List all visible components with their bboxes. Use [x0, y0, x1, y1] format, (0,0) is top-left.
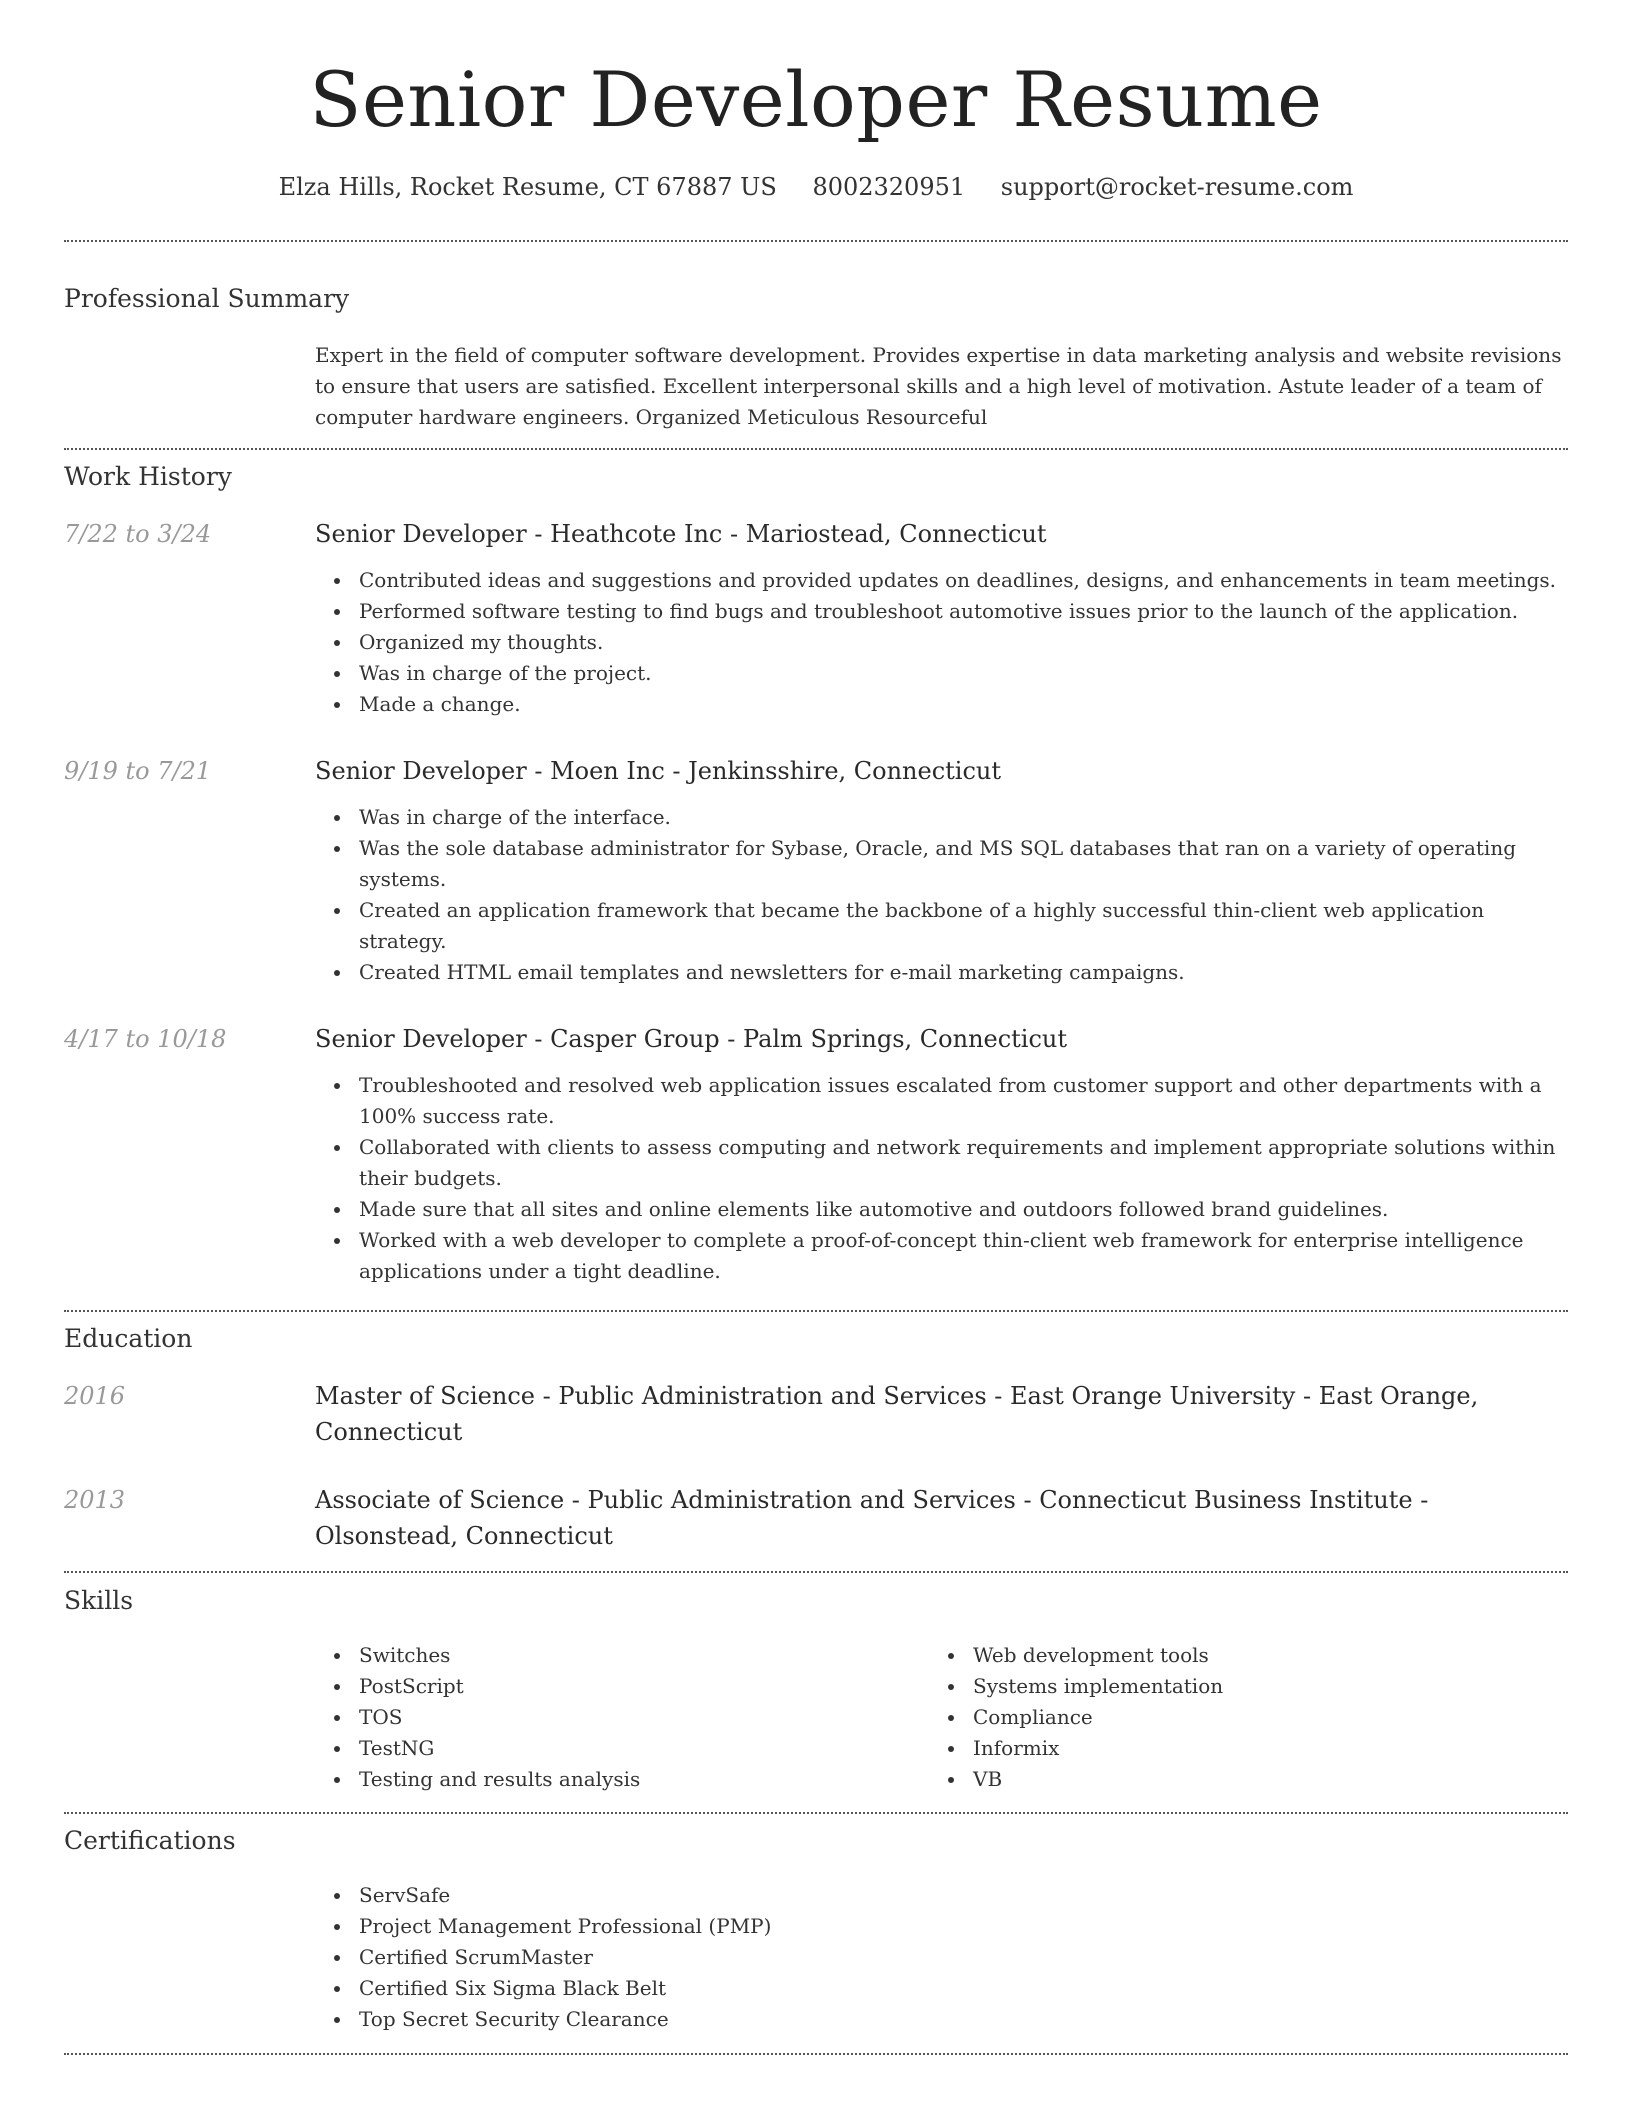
- list-item: Created HTML email templates and newsletters for e-mail marketing campaigns.: [359, 957, 1567, 988]
- job-title: Senior Developer - Moen Inc - Jenkinsshire, Connecticut: [315, 757, 1002, 785]
- education-entry: [315, 1482, 1567, 1554]
- list-item: Was in charge of the project.: [359, 658, 1567, 689]
- job-dates: 4/17 to 10/18: [64, 1025, 227, 1053]
- skills-right-column: [929, 1640, 1529, 1795]
- contact-line: [0, 170, 1632, 204]
- list-item: Made sure that all sites and online elements like automotive and outdoors followed brand guidelines.: [359, 1194, 1567, 1225]
- summary-text: Expert in the field of computer software development. Provides expertise in data marketing analysis and website revisions to ensure that users are satisfied. Excellent interpersonal skills and a high level of motivation. Astute leader of a team of computer hardware engineers. Organized Meticulous Resourceful: [315, 343, 1562, 429]
- contact-phone: 8002320951: [812, 173, 966, 201]
- list-item: Was the sole database administrator for Sybase, Oracle, and MS SQL databases that ran on a variety of operating systems.: [359, 833, 1567, 895]
- section-divider: [64, 240, 1568, 242]
- job-bullets: [315, 1070, 1567, 1287]
- job-bullets: [315, 802, 1567, 988]
- list-item: Worked with a web developer to complete a proof-of-concept thin-client web framework for enterprise intelligence applications under a tight deadline.: [359, 1225, 1567, 1287]
- list-item: Performed software testing to find bugs and troubleshoot automotive issues prior to the launch of the application.: [359, 596, 1567, 627]
- list-item: Made a change.: [359, 689, 1567, 720]
- list-item: Systems implementation: [973, 1671, 1529, 1702]
- list-item: TOS: [359, 1702, 915, 1733]
- section-divider: [64, 2053, 1568, 2055]
- summary-heading: Professional Summary: [64, 284, 350, 313]
- list-item: Testing and results analysis: [359, 1764, 915, 1795]
- contact-email: support@rocket-resume.com: [1000, 173, 1354, 201]
- list-item: Organized my thoughts.: [359, 627, 1567, 658]
- section-divider: [64, 1310, 1568, 1312]
- section-divider: [64, 1571, 1568, 1573]
- job-dates: 9/19 to 7/21: [64, 757, 212, 785]
- list-item: Compliance: [973, 1702, 1529, 1733]
- job-title: Senior Developer - Heathcote Inc - Mariostead, Connecticut: [315, 520, 1047, 548]
- list-item: Was in charge of the interface.: [359, 802, 1567, 833]
- skills-list: [315, 1640, 915, 1795]
- job-title: Senior Developer - Casper Group - Palm Springs, Connecticut: [315, 1025, 1068, 1053]
- list-item: TestNG: [359, 1733, 915, 1764]
- job-entry: [315, 754, 1567, 988]
- certifications-heading: Certifications: [64, 1826, 236, 1855]
- list-item: Top Secret Security Clearance: [359, 2004, 1567, 2035]
- skills-list: [929, 1640, 1529, 1795]
- list-item: Informix: [973, 1733, 1529, 1764]
- job-bullets: [315, 565, 1567, 720]
- list-item: Web development tools: [973, 1640, 1529, 1671]
- resume-title: Senior Developer Resume: [309, 55, 1323, 144]
- skills-heading: Skills: [64, 1586, 134, 1615]
- job-entry: [315, 1022, 1567, 1287]
- list-item: Contributed ideas and suggestions and provided updates on deadlines, designs, and enhancements in team meetings.: [359, 565, 1567, 596]
- list-item: VB: [973, 1764, 1529, 1795]
- job-entry: [315, 517, 1567, 720]
- list-item: Certified ScrumMaster: [359, 1942, 1567, 1973]
- education-year: 2013: [64, 1486, 126, 1514]
- education-heading: Education: [64, 1324, 193, 1353]
- degree-text: Master of Science - Public Administration and Services - East Orange University - East Orange, Connecticut: [315, 1382, 1479, 1446]
- section-divider: [64, 448, 1568, 450]
- job-dates: 7/22 to 3/24: [64, 520, 212, 548]
- contact-address: Elza Hills, Rocket Resume, CT 67887 US: [278, 173, 777, 201]
- list-item: PostScript: [359, 1671, 915, 1702]
- list-item: Collaborated with clients to assess computing and network requirements and implement appropriate solutions within their budgets.: [359, 1132, 1567, 1194]
- section-divider: [64, 1812, 1568, 1814]
- work-history-heading: Work History: [64, 462, 232, 491]
- list-item: Certified Six Sigma Black Belt: [359, 1973, 1567, 2004]
- degree-text: Associate of Science - Public Administration and Services - Connecticut Business Institute - Olsonstead, Connecticut: [315, 1486, 1429, 1550]
- certifications-block: [315, 1880, 1567, 2035]
- list-item: Switches: [359, 1640, 915, 1671]
- list-item: ServSafe: [359, 1880, 1567, 1911]
- summary-block: [315, 340, 1567, 433]
- education-entry: [315, 1378, 1567, 1450]
- education-year: 2016: [64, 1382, 126, 1410]
- list-item: Project Management Professional (PMP): [359, 1911, 1567, 1942]
- list-item: Created an application framework that became the backbone of a highly successful thin-client web application strategy.: [359, 895, 1567, 957]
- list-item: Troubleshooted and resolved web application issues escalated from customer support and other departments with a 100% success rate.: [359, 1070, 1567, 1132]
- skills-left-column: [315, 1640, 915, 1795]
- certifications-list: [315, 1880, 1567, 2035]
